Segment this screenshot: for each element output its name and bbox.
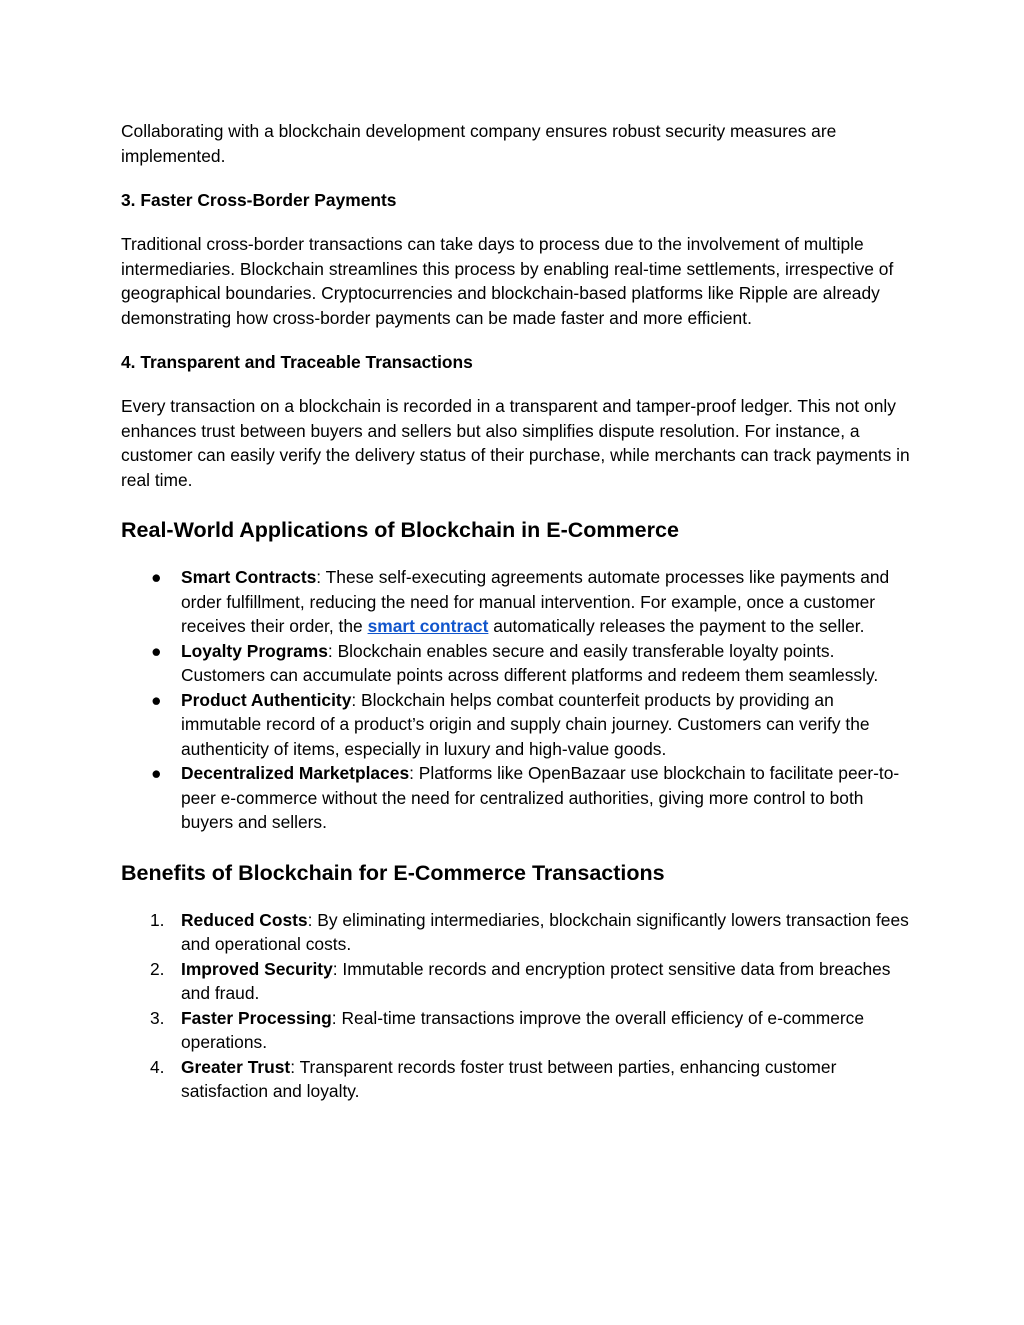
item-term: Reduced Costs (181, 909, 308, 930)
list-item-loyalty-programs (121, 639, 911, 688)
list-number: 3. (150, 1007, 165, 1028)
item-term: Product Authenticity (181, 689, 352, 710)
list-item-decentralized-marketplaces (121, 761, 911, 835)
section-4-heading: 4. Transparent and Traceable Transactions (121, 352, 473, 372)
item-term: Faster Processing (181, 1007, 332, 1028)
item-text: : Real-time transactions improve the overall efficiency of e-commerce operations. (181, 1007, 865, 1052)
item-term: Smart Contracts (181, 567, 317, 587)
item-text: : Blockchain enables secure and easily transferable loyalty points. Customers can accumulate points across different platforms and redeem them seamlessly. (181, 640, 879, 685)
item-term: Greater Trust (181, 1056, 291, 1077)
list-number: 4. (150, 1056, 165, 1077)
applications-list (121, 565, 911, 835)
benefits-list (121, 908, 911, 1104)
list-item-improved-security (121, 957, 911, 1006)
item-text: : Blockchain helps combat counterfeit products by providing an immutable record of a product’s origin and supply chain journey. Customers can verify the authenticity of items, especially in luxury and high-value goods. (181, 689, 870, 759)
section-4-paragraph: Every transaction on a blockchain is recorded in a transparent and tamper-proof ledger. This not only enhances trust between buyers and sellers but also simplifies dispute resolution. For instance, a customer can easily verify the delivery status of their purchase, while merchants can track payments in real time. (121, 396, 910, 490)
list-item-faster-processing (121, 1006, 911, 1055)
intro-paragraph: Collaborating with a blockchain development company ensures robust security measures are implemented. (121, 121, 837, 166)
list-item-reduced-costs (121, 908, 911, 957)
item-text: automatically releases the payment to the seller. (488, 616, 865, 636)
bullet-marker: ● (151, 567, 162, 587)
section-3-paragraph: Traditional cross-border transactions can take days to process due to the involvement of multiple intermediaries. Blockchain streamlines this process by enabling real-time settlements, irrespective of geographical boundaries. Cryptocurrencies and blockchain-based platforms like Ripple are already demonstrating how cross-border payments can be made faster and more efficient. (121, 234, 894, 328)
list-item-greater-trust (121, 1055, 911, 1104)
section-3-heading: 3. Faster Cross-Border Payments (121, 190, 397, 210)
item-term: Decentralized Marketplaces (181, 763, 410, 783)
item-term: Improved Security (181, 958, 333, 979)
item-text: : Immutable records and encryption protect sensitive data from breaches and fraud. (181, 958, 891, 1003)
item-text: : By eliminating intermediaries, blockchain significantly lowers transaction fees and operational costs. (181, 909, 909, 954)
smart-contract-link[interactable]: smart contract (367, 616, 489, 636)
item-text: : Platforms like OpenBazaar use blockchain to facilitate peer-to-peer e-commerce without the need for centralized authorities, giving more control to both buyers and sellers. (181, 763, 900, 832)
applications-heading: Real-World Applications of Blockchain in E-Commerce (121, 518, 679, 542)
item-term: Loyalty Programs (181, 640, 328, 661)
list-number: 2. (150, 958, 165, 979)
bullet-marker: ● (151, 640, 162, 661)
item-text: : Transparent records foster trust between parties, enhancing customer satisfaction and loyalty. (181, 1056, 837, 1101)
document-content (121, 119, 911, 1104)
list-number: 1. (150, 909, 165, 930)
list-item-product-authenticity (121, 688, 911, 762)
benefits-heading: Benefits of Blockchain for E-Commerce Transactions (121, 860, 665, 885)
bullet-marker: ● (151, 763, 162, 783)
item-text: : These self-executing agreements automate processes like payments and order fulfillment, reducing the need for manual intervention. For example, once a customer receives their order, the (181, 567, 890, 636)
bullet-marker: ● (151, 689, 162, 710)
list-item-smart-contracts (121, 565, 911, 639)
